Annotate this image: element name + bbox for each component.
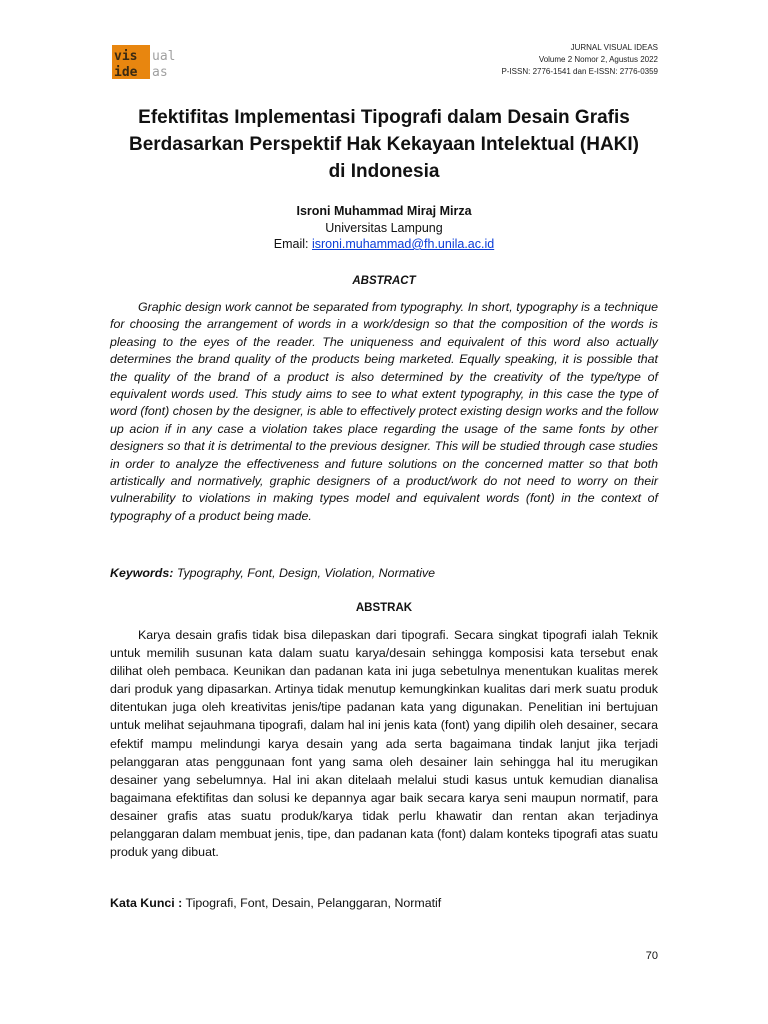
author-email-line [90,236,678,253]
journal-issn: P-ISSN: 2776-1541 dan E-ISSN: 2776-0359 [501,67,658,76]
kata-kunci-label: Kata Kunci : [110,896,183,910]
kata-kunci-values: Tipografi, Font, Desain, Pelanggaran, Normatif [185,896,442,910]
title-line-1: Efektifitas Implementasi Tipografi dalam Desain Grafis [138,107,630,128]
svg-text:vis: vis [114,49,138,64]
keywords-values: Typography, Font, Design, Violation, Normative [176,566,436,580]
abstract-heading: ABSTRACT [352,275,416,287]
kata-kunci-line [110,896,658,910]
svg-text:ide: ide [114,65,138,79]
email-link[interactable]: isroni.muhammad@fh.unila.ac.id [311,237,495,251]
abstrak-heading: ABSTRAK [355,602,413,614]
journal-name: JURNAL VISUAL IDEAS [570,43,658,52]
page-number: 70 [645,950,658,962]
journal-volume: Volume 2 Nomor 2, Agustus 2022 [538,55,658,64]
title-line-2: Berdasarkan Perspektif Hak Kekayaan Intelektual (HAKI) [128,134,640,155]
author-affiliation: Universitas Lampung [325,220,443,235]
journal-info [501,42,658,78]
author-block [90,203,678,253]
author-name: Isroni Muhammad Miraj Mirza [296,204,472,218]
svg-text:as: as [152,65,168,79]
keywords-line [110,566,658,580]
email-label: Email: [273,237,312,251]
abstract-body: Graphic design work cannot be separated from typography. In short, typography is a technique for choosing the arrangement of words in a work/design so that the composition of the words is pleasing to the eyes of the reader. The uniqueness and equivalent of this word also actually determines the brand quality of the products being marketed. Equally speaking, it is possible that the quality of the brand of a product is also determined by the creativity of the type/type of equivalent words used. This study aims to see to what extent typography, in this case the type of word (font) chosen by the designer, is able to effectively protect existing design works and the follow up acion if in any case a violation takes place regarding the usage of the same fonts by other designers so that it is detrimental to the previous designer. This will be studied through case studies in order to analyze the effectiveness and future solutions on the concerned matter so that both artistically and normatively, graphic designers of a product/work do not need to worry on their vulnerability to violations in making types model and equivalent words (font) in the context of typography of a product being made. [110,300,658,523]
abstrak-body: Karya desain grafis tidak bisa dilepaskan dari tipografi. Secara singkat tipografi ialah Teknik untuk memilih susunan kata dalam suatu karya/desain sehingga komposisi kata tersebut enak dilihat oleh pembaca. Keunikan dan padanan kata ini juga sebetulnya menentukan kualitas merek dari produk yang dipasarkan. Artinya tidak menutup kemungkinkan kualitas dari merk suatu produk ditentukan juga oleh kreativitas jenis/tipe padanan kata yang digunakan. Penelitian ini bertujuan untuk melihat sejauhmana tipografi, dalam hal ini jenis kata (font) yang dipilih oleh desainer, secara efektif mampu melindungi karya desain yang ada serta bagaimana tindak lanjut jika terjadi pelanggaran atas penggunaan font yang sama oleh desainer lain sehingga hal itu merugikan desainer yang sebelumnya. Hal ini akan ditelaah melalui studi kasus untuk kemudian dianalisa bagaimana efektifitas dan solusi ke depannya agar baik secara karya seni maupun normatif, para desainer grafis atas suatu produk/karya tidak perlu khawatir dan rentan akan terjadinya pelanggaran dalam membuat jenis, tipe, dan padanan kata (font) dalam konteks tipografi atas suatu produk yang dibuat. [110,628,658,860]
keywords-label: Keywords: [110,566,174,580]
journal-logo [112,45,188,79]
paper-title [90,104,678,185]
title-line-3: di Indonesia [328,161,440,182]
svg-text:ual: ual [152,49,176,64]
